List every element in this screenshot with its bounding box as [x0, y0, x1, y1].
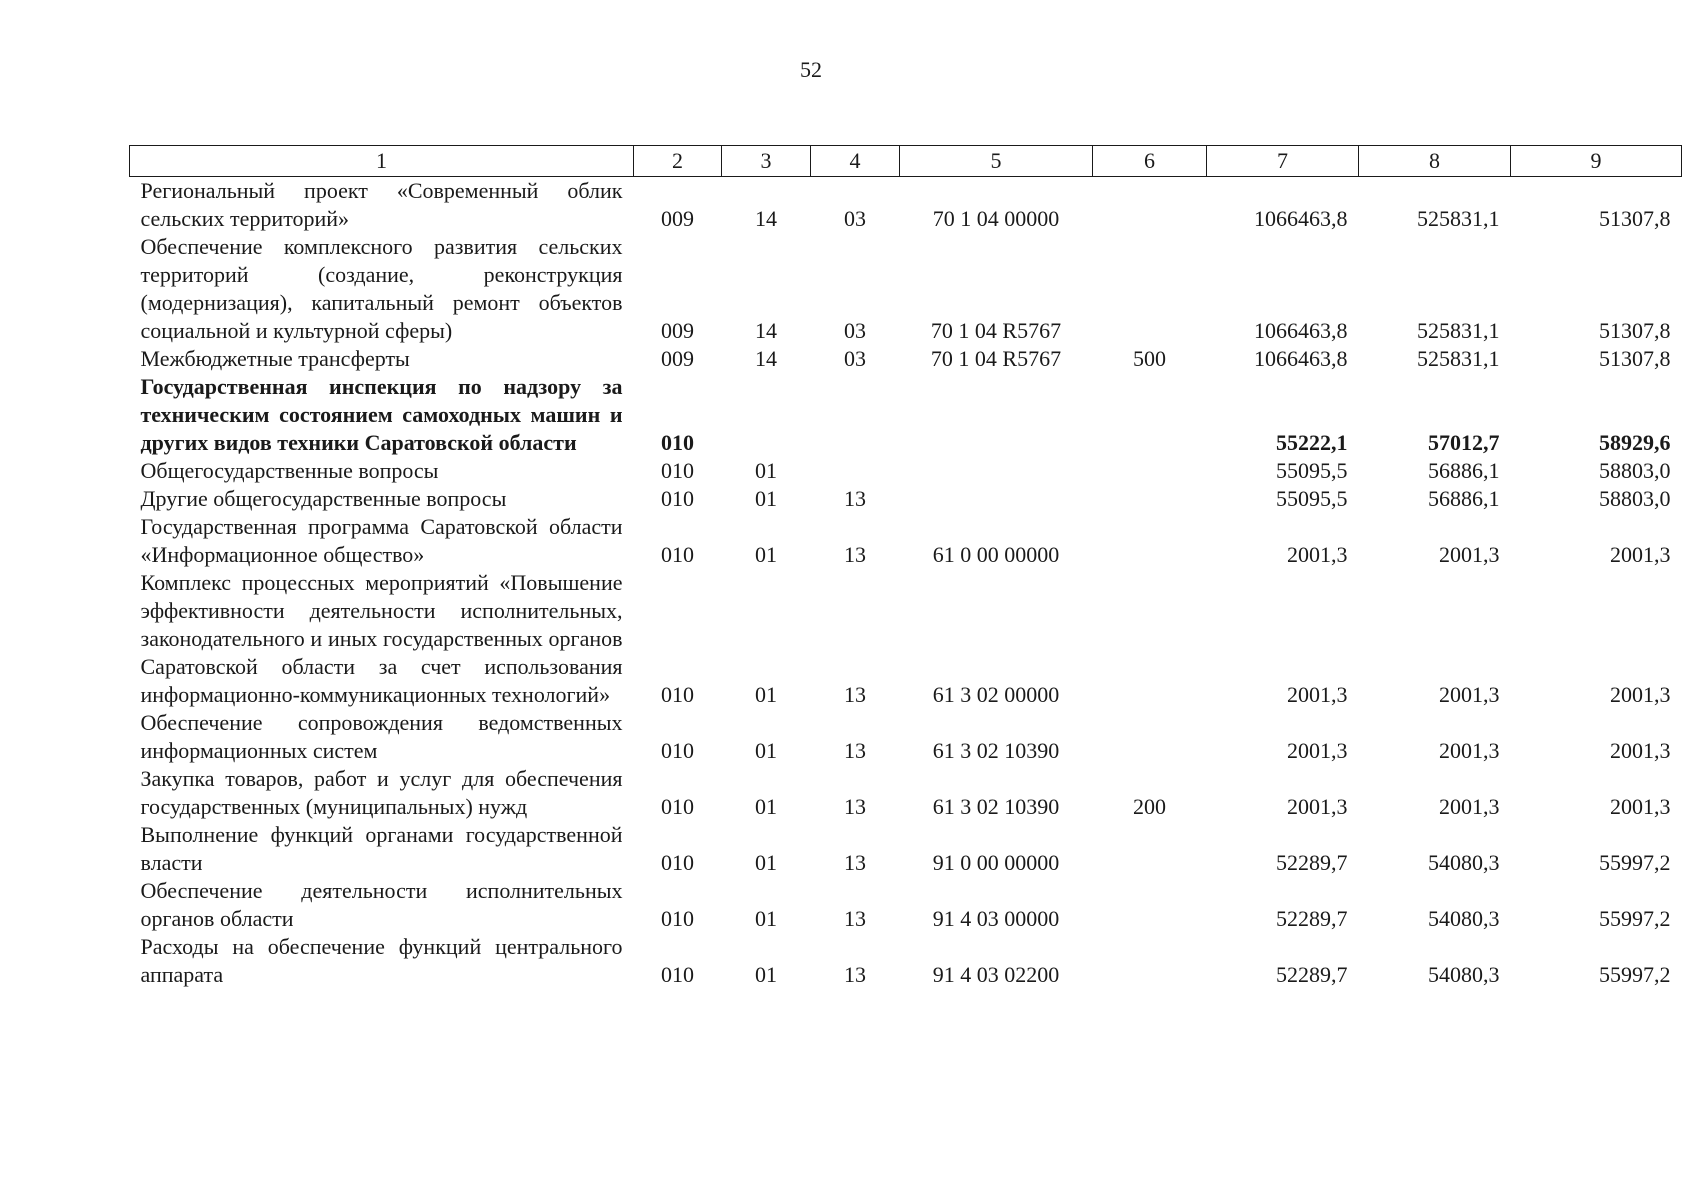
- subsection-code: 13: [844, 738, 866, 763]
- column-header: 9: [1511, 146, 1682, 177]
- table-row: [130, 709, 1682, 765]
- department-code: 010: [661, 542, 694, 567]
- column-header: 6: [1093, 146, 1207, 177]
- department-code: 010: [661, 430, 694, 455]
- amount-year-1: 55095,5: [1276, 458, 1348, 483]
- amount-year-1: 2001,3: [1287, 542, 1348, 567]
- amount-year-2: 56886,1: [1428, 486, 1500, 511]
- item-name: Региональный проект «Современный облик сельских территорий»: [140, 178, 623, 231]
- amount-year-2: 2001,3: [1439, 682, 1500, 707]
- section-code: 01: [755, 738, 777, 763]
- department-code: 009: [661, 318, 694, 343]
- subsection-code: [811, 373, 900, 457]
- amount-year-3: 2001,3: [1610, 682, 1671, 707]
- amount-year-1: 52289,7: [1276, 906, 1348, 931]
- amount-year-2: 56886,1: [1428, 458, 1500, 483]
- target-article-code: [900, 457, 1093, 485]
- target-article-code: 61 3 02 10390: [932, 794, 1060, 819]
- column-header: 4: [811, 146, 900, 177]
- amount-year-3: 51307,8: [1599, 318, 1671, 343]
- item-name: Другие общегосударственные вопросы: [140, 486, 507, 511]
- target-article-code: 70 1 04 R5767: [930, 346, 1062, 371]
- item-name: Выполнение функций органами государственной власти: [140, 822, 623, 875]
- target-article-code: [900, 485, 1093, 513]
- department-code: 010: [661, 458, 694, 483]
- table-row: [130, 373, 1682, 457]
- department-code: 010: [661, 850, 694, 875]
- department-code: 010: [661, 486, 694, 511]
- section-code: 14: [755, 346, 777, 371]
- subsection-code: 13: [844, 906, 866, 931]
- expense-type-code: [1093, 933, 1207, 989]
- table-row: [130, 569, 1682, 709]
- department-code: 010: [661, 906, 694, 931]
- target-article-code: 91 4 03 02200: [932, 962, 1060, 987]
- expense-type-code: [1093, 877, 1207, 933]
- amount-year-1: 2001,3: [1287, 682, 1348, 707]
- subsection-code: 13: [844, 682, 866, 707]
- department-code: 010: [661, 794, 694, 819]
- section-code: 01: [755, 458, 777, 483]
- amount-year-3: 58803,0: [1599, 458, 1671, 483]
- subsection-code: [811, 457, 900, 485]
- target-article-code: 61 3 02 10390: [932, 738, 1060, 763]
- item-name: Обеспечение деятельности исполнительных органов области: [140, 878, 623, 931]
- department-code: 010: [661, 738, 694, 763]
- item-name: Обеспечение комплексного развития сельских территорий (создание, реконструкция (модернизация), капитальный ремонт объектов социальной и культурной сферы): [140, 234, 623, 343]
- subsection-code: 03: [844, 206, 866, 231]
- column-header: 3: [722, 146, 811, 177]
- section-code: 01: [755, 542, 777, 567]
- amount-year-2: 525831,1: [1417, 318, 1500, 343]
- item-name: Государственная инспекция по надзору за техническим состоянием самоходных машин и других видов техники Саратовской области: [140, 374, 623, 455]
- subsection-code: 13: [844, 794, 866, 819]
- amount-year-2: 54080,3: [1428, 906, 1500, 931]
- amount-year-3: 2001,3: [1610, 794, 1671, 819]
- expense-type-code: [1093, 709, 1207, 765]
- amount-year-3: 55997,2: [1599, 906, 1671, 931]
- table-row: [130, 345, 1682, 373]
- expense-type-code: [1093, 177, 1207, 234]
- amount-year-1: 2001,3: [1287, 794, 1348, 819]
- expense-type-code: 200: [1133, 794, 1166, 819]
- subsection-code: 03: [844, 318, 866, 343]
- amount-year-2: 525831,1: [1417, 206, 1500, 231]
- section-code: 01: [755, 962, 777, 987]
- table-row: [130, 821, 1682, 877]
- target-article-code: 70 1 04 R5767: [930, 318, 1062, 343]
- amount-year-1: 1066463,8: [1254, 346, 1348, 371]
- section-code: [722, 373, 811, 457]
- table-row: [130, 513, 1682, 569]
- item-name: Общегосударственные вопросы: [140, 458, 439, 483]
- item-name: Межбюджетные трансферты: [140, 346, 410, 371]
- amount-year-2: 57012,7: [1428, 430, 1500, 455]
- subsection-code: 13: [844, 542, 866, 567]
- amount-year-2: 525831,1: [1417, 346, 1500, 371]
- amount-year-1: 2001,3: [1287, 738, 1348, 763]
- table-row: [130, 877, 1682, 933]
- amount-year-3: 2001,3: [1610, 542, 1671, 567]
- expense-type-code: 500: [1133, 346, 1166, 371]
- subsection-code: 13: [844, 850, 866, 875]
- amount-year-1: 1066463,8: [1254, 318, 1348, 343]
- budget-table: [129, 145, 1682, 989]
- target-article-code: 61 0 00 00000: [932, 542, 1060, 567]
- header-row: [130, 146, 1682, 177]
- section-code: 01: [755, 906, 777, 931]
- department-code: 009: [661, 206, 694, 231]
- target-article-code: 91 4 03 00000: [932, 906, 1060, 931]
- amount-year-1: 52289,7: [1276, 850, 1348, 875]
- amount-year-1: 55095,5: [1276, 486, 1348, 511]
- table-row: [130, 485, 1682, 513]
- department-code: 010: [661, 682, 694, 707]
- table-row: [130, 933, 1682, 989]
- item-name: Государственная программа Саратовской области «Информационное общество»: [140, 514, 623, 567]
- expense-type-code: [1093, 513, 1207, 569]
- expense-type-code: [1093, 373, 1207, 457]
- column-header: 7: [1207, 146, 1359, 177]
- subsection-code: 13: [844, 962, 866, 987]
- target-article-code: 61 3 02 00000: [932, 682, 1060, 707]
- expense-type-code: [1093, 485, 1207, 513]
- department-code: 009: [661, 346, 694, 371]
- amount-year-3: 58929,6: [1599, 430, 1671, 455]
- amount-year-2: 2001,3: [1439, 738, 1500, 763]
- expense-type-code: [1093, 233, 1207, 345]
- table-row: [130, 233, 1682, 345]
- column-header: 1: [130, 146, 634, 177]
- section-code: 01: [755, 486, 777, 511]
- section-code: 01: [755, 682, 777, 707]
- subsection-code: 13: [844, 486, 866, 511]
- expense-type-code: [1093, 821, 1207, 877]
- section-code: 14: [755, 206, 777, 231]
- page-number: 52: [800, 57, 822, 82]
- target-article-code: 91 0 00 00000: [932, 850, 1060, 875]
- section-code: 01: [755, 850, 777, 875]
- column-header: 2: [634, 146, 722, 177]
- amount-year-1: 1066463,8: [1254, 206, 1348, 231]
- table-row: [130, 457, 1682, 485]
- section-code: 01: [755, 794, 777, 819]
- target-article-code: [900, 373, 1093, 457]
- item-name: Закупка товаров, работ и услуг для обеспечения государственных (муниципальных) нужд: [140, 766, 623, 819]
- column-header: 5: [900, 146, 1093, 177]
- expense-type-code: [1093, 457, 1207, 485]
- amount-year-1: 52289,7: [1276, 962, 1348, 987]
- amount-year-3: 58803,0: [1599, 486, 1671, 511]
- department-code: 010: [661, 962, 694, 987]
- amount-year-2: 54080,3: [1428, 850, 1500, 875]
- item-name: Обеспечение сопровождения ведомственных информационных систем: [140, 710, 623, 763]
- section-code: 14: [755, 318, 777, 343]
- item-name: Расходы на обеспечение функций центрального аппарата: [140, 934, 623, 987]
- subsection-code: 03: [844, 346, 866, 371]
- amount-year-2: 2001,3: [1439, 794, 1500, 819]
- table-row: [130, 177, 1682, 234]
- target-article-code: 70 1 04 00000: [932, 206, 1060, 231]
- amount-year-3: 51307,8: [1599, 206, 1671, 231]
- amount-year-2: 54080,3: [1428, 962, 1500, 987]
- table-row: [130, 765, 1682, 821]
- amount-year-3: 55997,2: [1599, 850, 1671, 875]
- amount-year-3: 2001,3: [1610, 738, 1671, 763]
- amount-year-1: 55222,1: [1276, 430, 1348, 455]
- column-header: 8: [1359, 146, 1511, 177]
- item-name: Комплекс процессных мероприятий «Повышение эффективности деятельности исполнительных, законодательного и иных государственных органов Саратовской области за счет использования информационно-коммуникационных технологий»: [140, 570, 623, 707]
- amount-year-3: 55997,2: [1599, 962, 1671, 987]
- amount-year-3: 51307,8: [1599, 346, 1671, 371]
- amount-year-2: 2001,3: [1439, 542, 1500, 567]
- expense-type-code: [1093, 569, 1207, 709]
